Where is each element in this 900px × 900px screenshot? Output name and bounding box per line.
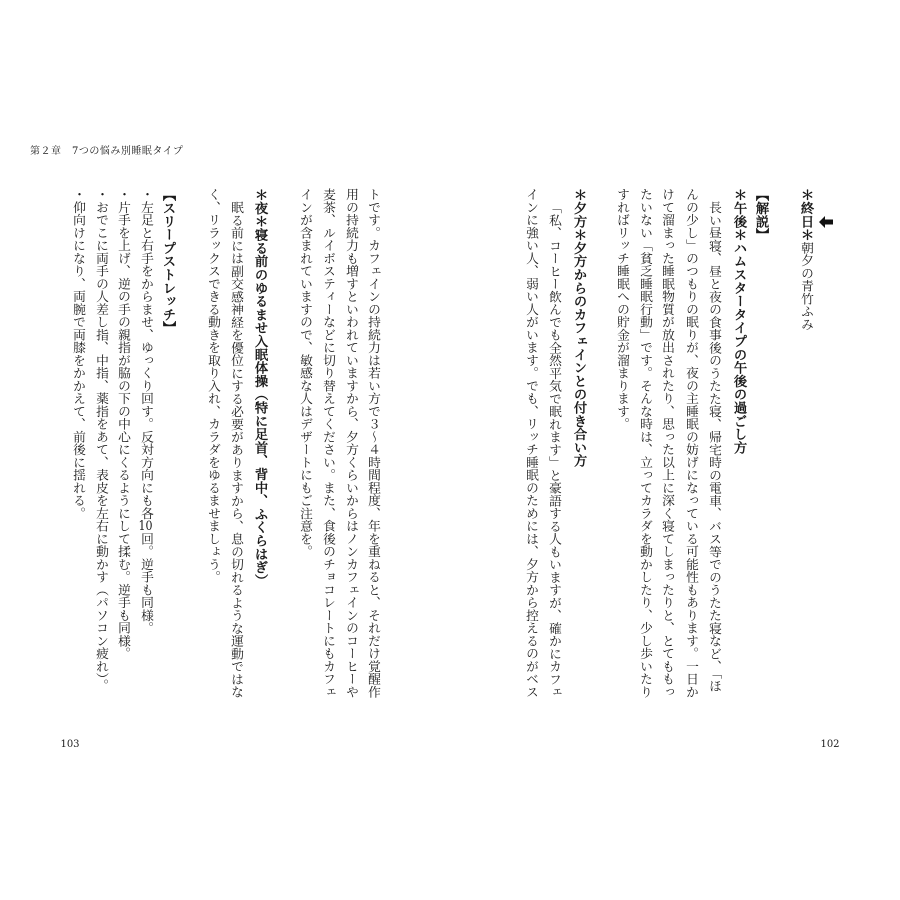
list-item: ・仰向けになり、両腕で両膝をかかえて、前後に揺れる。 xyxy=(70,188,85,520)
body-line: 長い昼寝、昼と夜の食事後のうたた寝、帰宅時の電車、バス等でのうたた寝など、「ほ xyxy=(706,200,721,692)
all-day-label: ＊終日＊ xyxy=(798,188,813,242)
all-day-item xyxy=(797,188,813,728)
section-heading-afternoon: ＊午後＊ハムスタータイプの午後の過ごし方 xyxy=(731,188,746,454)
commentary-heading: 【解説】 xyxy=(753,188,768,242)
body-line: トです。カフェインの持続力は若い方で３～４時間程度、年を重ねると、それだけ覚醒作 xyxy=(365,188,380,698)
body-line: たいない「貧乏睡眠行動」です。そんな時は、立ってカラダを動かしたり、少し歩いたり xyxy=(637,188,652,698)
body-line: 「私、コーヒー飲んでも全然平気で眠れます」と豪語する人もいますが、確かにカフェ xyxy=(546,200,561,698)
body-line: けて溜まった睡眠物質が放出されたり、思った以上に深く寝てしまったりと、とてももっ xyxy=(659,188,674,698)
body-line: すればリッチ睡眠への貯金が溜まります。 xyxy=(614,188,629,431)
body-line: インに強い人、弱い人がいます。でも、リッチ睡眠のためには、夕方から控えるのがベス xyxy=(523,188,538,698)
section-heading-evening: ＊夕方＊夕方からのカフェインとの付き合い方 xyxy=(571,188,586,468)
list-item: ・おでこに両手の人差し指、中指、薬指をあて、表皮を左右に動かす（パソコン疲れ）。 xyxy=(93,188,108,692)
section-heading-sleep-stretch: 【スリープストレッチ】 xyxy=(160,188,175,335)
body-line: インが含まれていますので、敏感な人はデザートにもご注意を。 xyxy=(297,188,312,558)
page-number: 102 xyxy=(820,739,840,750)
body-line: く、リラックスできる動きを取り入れ、カラダをゆるませましょう。 xyxy=(205,188,220,584)
body-line: 用の持続力も増すといわれていますから、夕方くらいからはノンカフェインのコーヒーや xyxy=(343,188,358,698)
body-line: 眠る前には副交感神経を優位にする必要がありますから、息の切れるような運動ではな xyxy=(228,200,243,698)
arrow-left-icon xyxy=(819,216,833,228)
section-heading-night: ＊夜＊寝る前のゆるませ入眠体操（特に足首、背中、ふくらはぎ） xyxy=(252,188,267,587)
body-line: んの少し」のつもりの眠りが、夜の主睡眠の妨げになっている可能性もあります。一日か xyxy=(683,188,698,698)
list-item: ・左足と右手をからませ、ゆっくり回す。反対方向にも各10回。逆手も同様。 xyxy=(138,188,153,635)
running-header: 第２章 7つの悩み別睡眠タイプ xyxy=(30,146,184,157)
list-item: ・片手を上げ、逆の手の親指が脇の下の中心にくるようにして揉む。逆手も同様。 xyxy=(115,188,130,660)
all-day-text: 朝夕の青竹ふみ xyxy=(798,241,813,331)
page-number: 103 xyxy=(60,739,80,750)
body-line: 麦茶、ルイボスティーなどに切り替えてください。また、食後のチョコレートにもカフェ xyxy=(320,188,335,698)
